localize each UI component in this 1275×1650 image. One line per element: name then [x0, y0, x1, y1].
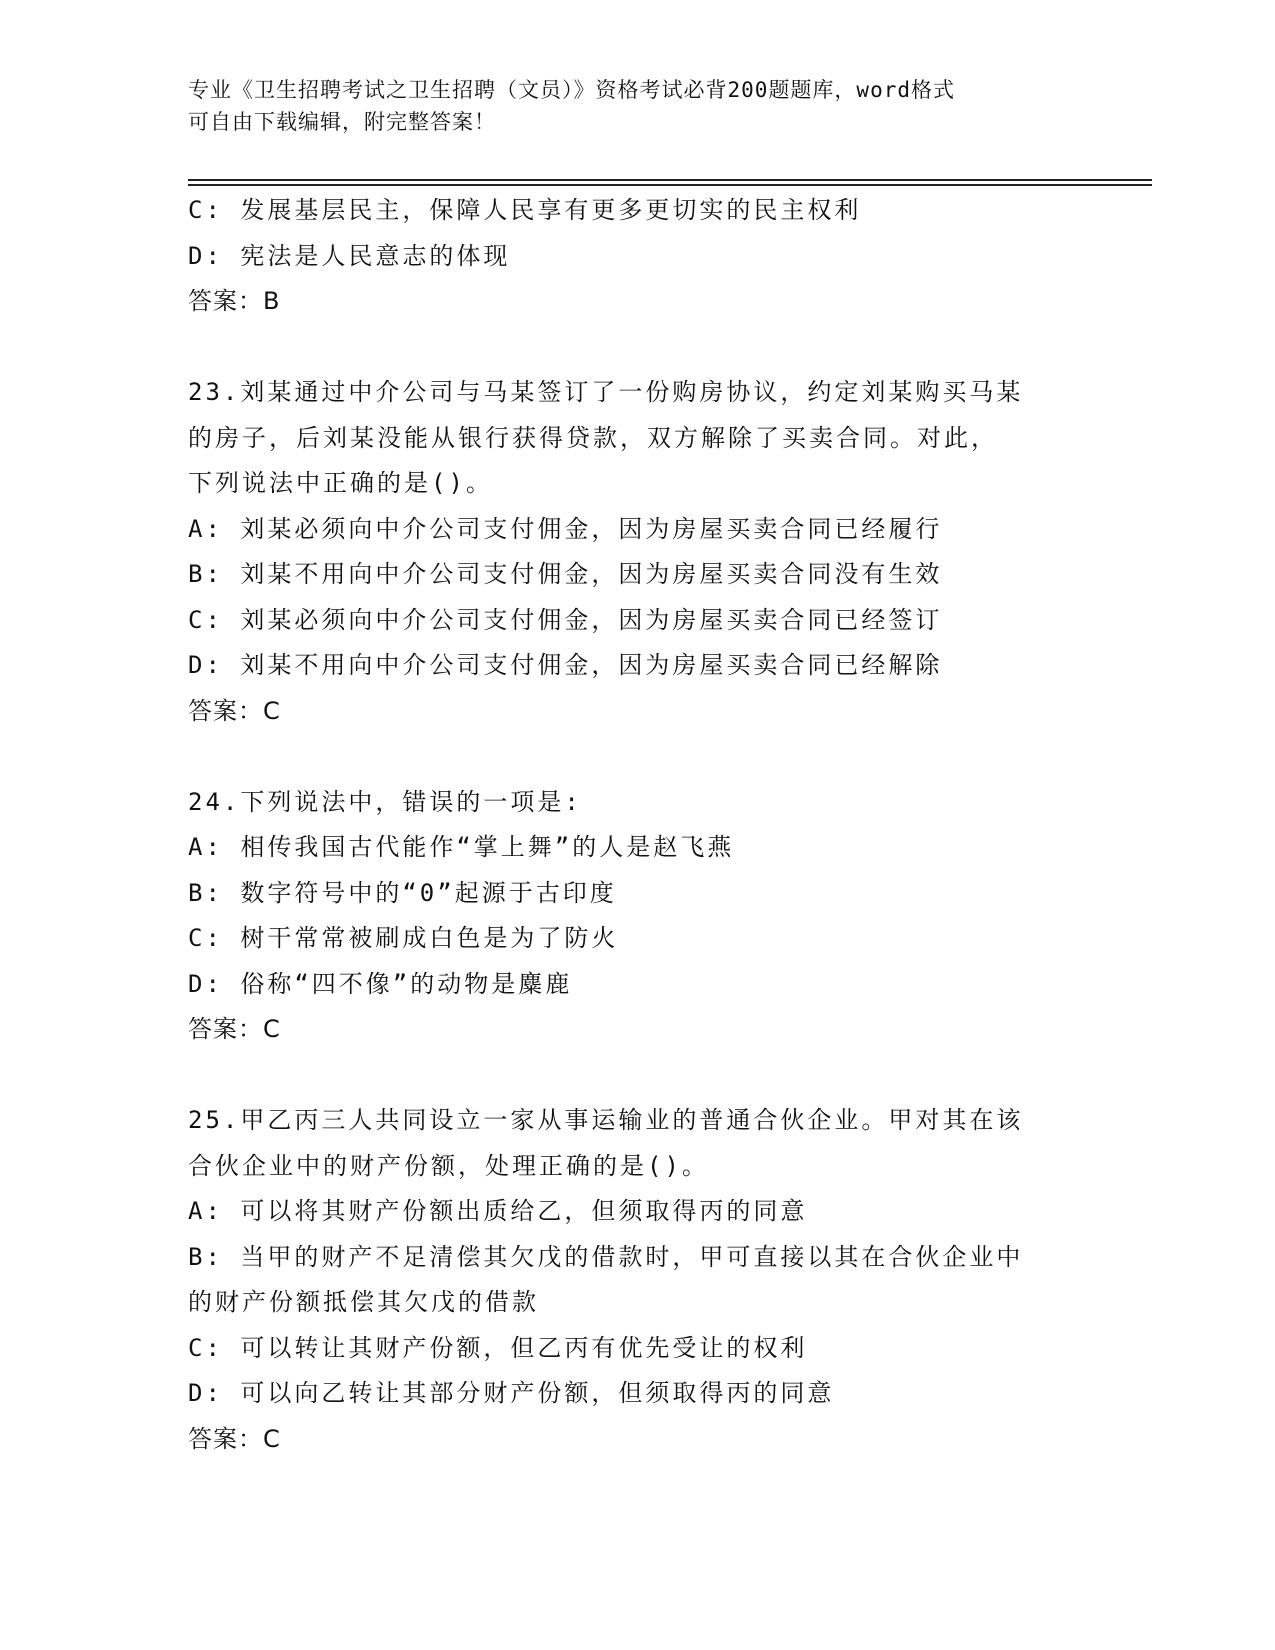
question-block	[188, 370, 1088, 734]
spacer	[188, 734, 1088, 780]
answer-line: 答案：C	[188, 1015, 281, 1043]
answer-line: 答案：B	[188, 287, 281, 315]
option-line: B: 刘某不用向中介公司支付佣金，因为房屋买卖合同没有生效	[188, 560, 943, 588]
option-line: B: 数字符号中的“0”起源于古印度	[188, 878, 617, 907]
header-line-2: 可自由下载编辑，附完整答案！	[188, 110, 496, 134]
document-header	[188, 74, 1068, 138]
answer-line: 答案：C	[188, 1424, 281, 1453]
question-stem-line: 的房子，后刘某没能从银行获得贷款，双方解除了买卖合同。对此，	[188, 423, 998, 452]
option-line: D: 可以向乙转让其部分财产份额，但须取得丙的同意	[188, 1379, 835, 1407]
option-line: D: 宪法是人民意志的体现	[188, 241, 511, 270]
question-block	[188, 1098, 1088, 1462]
question-stem-line: 23.刘某通过中介公司与马某签订了一份购房协议，约定刘某购买马某	[188, 378, 1024, 406]
option-line: 的财产份额抵偿其欠戊的借款	[188, 1288, 539, 1316]
question-stem-line: 24.下列说法中，错误的一项是:	[188, 787, 582, 816]
option-line: C: 刘某必须向中介公司支付佣金，因为房屋买卖合同已经签订	[188, 605, 943, 634]
prev-question-block	[188, 188, 1088, 325]
option-line: D: 刘某不用向中介公司支付佣金，因为房屋买卖合同已经解除	[188, 651, 943, 679]
option-line: C: 发展基层民主，保障人民享有更多更切实的民主权利	[188, 196, 862, 224]
answer-line: 答案：C	[188, 696, 281, 725]
spacer	[188, 1053, 1088, 1099]
option-line: A: 相传我国古代能作“掌上舞”的人是赵飞燕	[188, 833, 735, 861]
question-stem-line: 25.甲乙丙三人共同设立一家从事运输业的普通合伙企业。甲对其在该	[188, 1106, 1024, 1134]
option-line: C: 树干常常被刷成白色是为了防火	[188, 924, 619, 952]
option-line: C: 可以转让其财产份额，但乙丙有优先受让的权利	[188, 1333, 808, 1362]
question-stem-line: 合伙企业中的财产份额，处理正确的是()。	[188, 1151, 709, 1180]
option-line: A: 刘某必须向中介公司支付佣金，因为房屋买卖合同已经履行	[188, 514, 943, 543]
header-divider-bottom	[188, 184, 1152, 186]
document-body	[188, 188, 1088, 1462]
option-line: A: 可以将其财产份额出质给乙，但须取得丙的同意	[188, 1197, 808, 1225]
question-block	[188, 780, 1088, 1053]
header-line-1: 专业《卫生招聘考试之卫生招聘（文员）》资格考试必背200题题库，word格式	[188, 78, 955, 102]
question-stem-line: 下列说法中正确的是()。	[188, 469, 493, 497]
header-divider-top	[188, 179, 1152, 181]
option-line: B: 当甲的财产不足清偿其欠戊的借款时，甲可直接以其在合伙企业中	[188, 1242, 1024, 1271]
option-line: D: 俗称“四不像”的动物是麋鹿	[188, 969, 573, 998]
spacer	[188, 325, 1088, 371]
